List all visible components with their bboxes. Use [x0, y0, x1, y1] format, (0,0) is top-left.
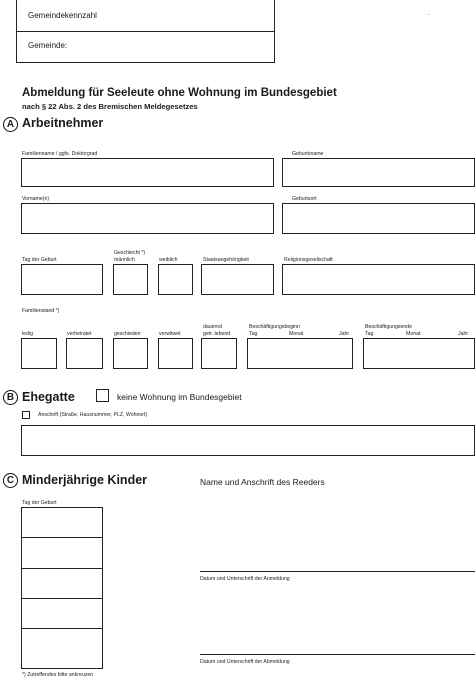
familienstand-label: Familienstand *) [22, 308, 60, 314]
section-c-heading: Minderjährige Kinder [22, 473, 148, 487]
beschaeftigungsbeginn-label: Beschäftigungsbeginn [249, 324, 301, 330]
anschrift-field[interactable] [21, 425, 475, 456]
familienstand-verheiratet-checkbox[interactable] [66, 338, 103, 369]
section-c-marker: C [3, 473, 18, 488]
anschrift-label: Anschrift (Straße, Hausnummer, PLZ, Wohnort) [38, 412, 148, 418]
section-a-heading: Arbeitnehmer [22, 116, 104, 130]
geschlecht-label: Geschlecht *) [114, 250, 146, 256]
keine-wohnung-label: keine Wohnung im Bundesgebiet [117, 392, 242, 402]
footnote: *) Zutreffendes bitte ankreuzen [22, 672, 94, 678]
religion-field[interactable] [282, 264, 475, 295]
section-a-marker: A [3, 117, 18, 132]
gemeindekennzahl-label: Gemeindekennzahl [28, 11, 97, 20]
staatsangehoerigkeit-label: Staatsangehörigkeit [203, 257, 249, 263]
anschrift-checkbox[interactable] [22, 411, 30, 419]
familienstand-geschieden-checkbox[interactable] [113, 338, 148, 369]
maennlich-checkbox[interactable] [113, 264, 148, 295]
beginn-monat-label: Monat [289, 331, 304, 337]
geburtstag-field[interactable] [21, 264, 103, 295]
familienstand-verwitwet-checkbox[interactable] [158, 338, 193, 369]
familienstand-verheiratet-label: verheiratet [67, 331, 92, 337]
dauernd-label-1: dauernd [203, 324, 223, 330]
staatsangehoerigkeit-field[interactable] [201, 264, 274, 295]
weiblich-label: weiblich [159, 257, 178, 263]
beschaeftigungsbeginn-field[interactable] [247, 338, 353, 369]
section-b-marker: B [3, 390, 18, 405]
beschaeftigungsende-label: Beschäftigungsende [365, 324, 413, 330]
beginn-jahr-label: Jahr [339, 331, 350, 337]
familienname-field[interactable] [21, 158, 274, 187]
maennlich-label: männlich [114, 257, 135, 263]
kinder-row-divider [21, 598, 103, 599]
geburtsort-field[interactable] [282, 203, 475, 234]
weiblich-checkbox[interactable] [158, 264, 193, 295]
abmeldung-label: Datum und Unterschrift der Abmeldung [200, 659, 290, 665]
gemeinde-label: Gemeinde: [28, 41, 68, 50]
reeder-label: Name und Anschrift des Reeders [200, 477, 325, 487]
kinder-row-divider [21, 628, 103, 629]
header-divider [16, 31, 275, 32]
ende-tag-label: Tag [365, 331, 374, 337]
familienstand-geschieden-label: geschieden [114, 331, 141, 337]
religion-label: Religionsgesellschaft [284, 257, 333, 263]
section-b-heading: Ehegatte [22, 390, 75, 404]
kinder-row-divider [21, 537, 103, 538]
familienname-label: Familienname / ggfs. Doktorgrad [22, 151, 98, 157]
anmeldung-signature-line[interactable] [200, 571, 475, 572]
abmeldung-signature-line[interactable] [200, 654, 475, 655]
familienstand-verwitwet-label: verwitwet [159, 331, 181, 337]
geburtsort-label: Geburtsort [292, 196, 317, 202]
page-subtitle: nach § 22 Abs. 2 des Bremischen Meldegesetzes [22, 102, 198, 111]
vornamen-label: Vorname(n) [22, 196, 50, 202]
beschaeftigungsende-field[interactable] [363, 338, 475, 369]
kinder-row-divider [21, 568, 103, 569]
geburtsname-field[interactable] [282, 158, 475, 187]
anmeldung-label: Datum und Unterschrift der Anmeldung [200, 576, 290, 582]
ende-jahr-label: Jahr [458, 331, 469, 337]
geburtsname-label: Geburtsname [292, 151, 324, 157]
ende-monat-label: Monat [406, 331, 421, 337]
getrennt-lebend-checkbox[interactable] [201, 338, 237, 369]
page-title: Abmeldung für Seeleute ohne Wohnung im Bundesgebiet [22, 87, 337, 99]
familienstand-ledig-checkbox[interactable] [21, 338, 57, 369]
beginn-tag-label: Tag [249, 331, 258, 337]
kinder-geburtstag-table [21, 507, 103, 669]
keine-wohnung-checkbox[interactable] [96, 389, 109, 402]
geburtstag-label: Tag der Geburt [22, 257, 57, 263]
familienstand-ledig-label: ledig [22, 331, 33, 337]
kinder-geburtstag-label: Tag der Geburt [22, 500, 57, 506]
speck [428, 14, 429, 15]
dauernd-label-2: getr. lebend [203, 331, 231, 337]
vornamen-field[interactable] [21, 203, 274, 234]
